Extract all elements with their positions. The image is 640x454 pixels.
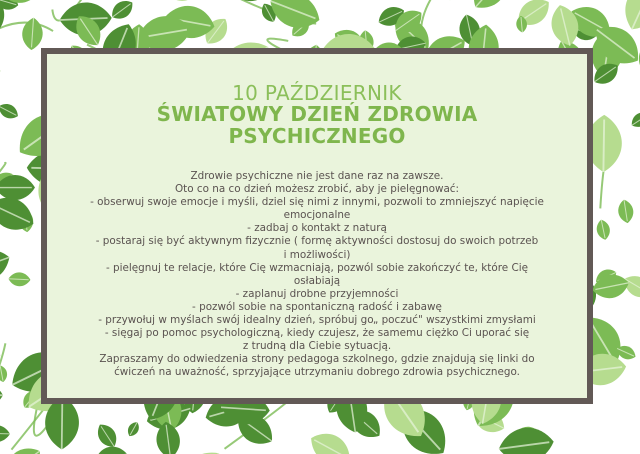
leaf-icon	[0, 425, 10, 443]
leaf-icon	[0, 441, 47, 454]
leaf-icon	[305, 426, 357, 454]
text-line: osłabiają	[293, 274, 341, 287]
text-line: i możliwości)	[283, 248, 351, 261]
leaf-icon	[0, 364, 9, 383]
text-line: - zadbaj o kontakt z naturą	[247, 222, 387, 235]
text-line: - postaraj się być aktywnym fizycznie ( formę aktywności dostosuj do swoich potrzeb	[95, 235, 539, 248]
leaf-icon	[590, 271, 631, 301]
text-line: Zdrowie psychiczne nie jest dane raz na zawsze.	[190, 170, 444, 182]
leaf-icon	[0, 175, 35, 200]
leaf-icon	[0, 100, 21, 122]
text-line: ćwiczeń na uważność, sprzyjające utrzymaniu dobrego zdrowia psychicznego.	[114, 366, 520, 379]
leaf-icon	[595, 218, 612, 241]
vine-stem	[0, 343, 5, 420]
leaf-icon	[173, 443, 232, 454]
leaf-icon	[0, 377, 3, 413]
date-heading: 10 PAŹDZIERNIK	[232, 81, 402, 105]
info-card	[41, 48, 593, 404]
text-line: - obserwuj swoje emocje i myśli, dziel się nimi z innymi, pozwoli to zmniejszyć napięcie	[90, 196, 544, 209]
advice-text	[57, 170, 577, 380]
text-line: z trudną dla Ciebie sytuacją.	[242, 340, 392, 353]
text-line: - przywołuj w myślach swój idealny dzień, spróbuj go„ poczuć" wszystkimi zmysłami	[98, 314, 536, 327]
leaf-icon	[617, 198, 635, 224]
leaf-icon	[168, 0, 204, 7]
event-title-line-1: ŚWIATOWY DZIEŃ ZDROWIA	[156, 102, 478, 126]
leaf-icon	[108, 0, 137, 23]
leaf-icon	[465, 0, 515, 16]
leaf-icon	[628, 109, 640, 131]
event-title-line-2: PSYCHICZNEGO	[228, 124, 406, 148]
vine-stem	[421, 0, 452, 35]
leaf-icon	[497, 424, 556, 454]
text-line: - pielęgnuj te relacje, które Cię wzmacniają, pozwól sobie zakończyć te, które Cię	[105, 261, 529, 274]
text-line: - sięgaj po pomoc psychologiczną, kiedy czujesz, że samemu ciężko Ci uporać się	[104, 327, 530, 340]
leaf-icon	[8, 272, 31, 287]
leaf-icon	[125, 420, 142, 439]
text-line: Oto co na co dzień możesz zrobić, aby je pielęgnować:	[174, 183, 460, 196]
text-line: emocjonalne	[283, 209, 351, 222]
leaf-icon	[93, 420, 121, 451]
text-line: Zapraszamy do odwiedzenia strony pedagoga szkolnego, gdzie znajdują się linki do	[99, 353, 535, 366]
text-line: - zaplanuj drobne przyjemności	[235, 287, 399, 300]
leaf-icon	[0, 54, 1, 87]
text-line: - pozwól sobie na spontaniczną radość i zabawę	[192, 300, 442, 313]
